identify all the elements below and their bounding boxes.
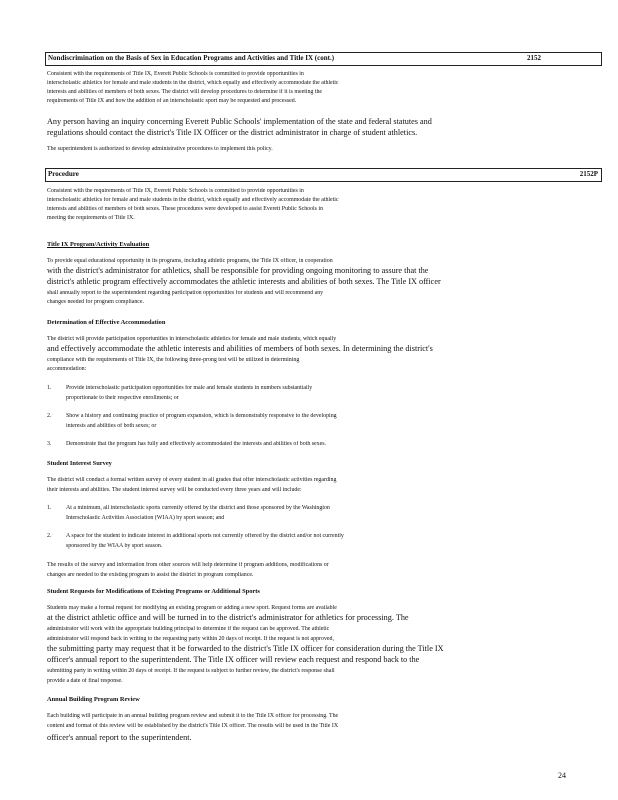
list-item: proportionate to their respective enrollments; or <box>66 395 179 401</box>
section-heading-evaluation: Title IX Program/Activity Evaluation <box>47 241 150 248</box>
list-item: At a minimum, all interscholastic sports currently offered by the district and those sponsored by the Washington <box>66 505 330 511</box>
inquiry-line: regulations should contact the district's Title IX Officer or the district administrator in charge of student athletics. <box>47 128 418 137</box>
intro-line: interscholastic athletics for female and male students in the district, which equally and effectively accommodate the athletic <box>47 80 339 86</box>
determination-line: The district will provide participation opportunities in interscholastic athletics for female and male students, which equally <box>47 336 337 342</box>
survey-results-line: The results of the survey and information from other sources will help determine if program additions, modifications or <box>47 562 329 568</box>
section-heading-determination: Determination of Effective Accommodation <box>47 319 166 326</box>
list-item: Show a history and continuing practice of program expansion, which is demonstrably responsive to the developing <box>66 413 337 419</box>
procedure-intro-line: interests and abilities of members of both sexes. These procedures were developed to assist Everett Public Schools in <box>47 206 324 212</box>
procedure-code: 2152P <box>579 170 598 178</box>
request-line: officer's annual report to the superintendent. The Title IX officer will review each request and respond back to the <box>47 655 420 664</box>
determination-line: accommodation: <box>47 366 87 372</box>
survey-line: The district will conduct a formal written survey of every student in all grades that offer interscholastic activities regarding <box>47 477 337 483</box>
determination-line: compliance with the requirements of Title IX, the following three-prong test will be utilized in determining <box>47 357 300 363</box>
procedure-title: Procedure <box>48 170 79 178</box>
intro-line: interests and abilities of members of both sexes. The district will develop procedures to determine if it is meeting the <box>47 89 323 95</box>
evaluation-line: changes needed for program compliance. <box>47 299 144 305</box>
section-heading-review: Annual Building Program Review <box>47 696 140 703</box>
inquiry-line: Any person having an inquiry concerning Everett Public Schools' implementation of the state and federal statutes and <box>47 117 432 126</box>
request-line: submitting party in writing within 20 days of receipt. If the request is subject to further review, the district's response shall <box>47 668 335 674</box>
procedure-intro-line: interscholastic athletics for female and male students in the district, which equally and effectively accommodate the athletic <box>47 197 339 203</box>
list-item: interests and abilities of both sexes; or <box>66 423 157 429</box>
intro-line: Consistent with the requirements of Title IX, Everett Public Schools is committed to provide opportunities in <box>47 71 304 77</box>
superintendent-statement: The superintendent is authorized to develop administrative procedures to implement this policy. <box>47 146 273 152</box>
list-item: Provide interscholastic participation opportunities for male and female students in numbers substantially <box>66 385 313 391</box>
policy-code: 2152 <box>527 54 541 62</box>
list-number: 3. <box>47 441 52 447</box>
intro-line: requirements of Title IX and how the addition of an interscholastic sport may be requested and processed. <box>47 98 297 104</box>
request-line: administrator will work with the appropriate building principal to determine if the request can be approved. The athletic <box>47 626 330 632</box>
list-item: Interscholastic Activities Association (WIAA) by sport season; and <box>66 515 225 521</box>
procedure-header-box <box>45 168 602 182</box>
request-line: the submitting party may request that it be forwarded to the district's Title IX officer for consideration during the Title IX <box>47 644 444 653</box>
page-number: 24 <box>558 771 566 780</box>
list-number: 1. <box>47 505 52 511</box>
list-number: 1. <box>47 385 52 391</box>
evaluation-line: To provide equal educational opportunity in its programs, including athletic programs, the Title IX officer, in cooperation <box>47 258 333 264</box>
evaluation-line: district's athletic program effectively accommodates the athletic interests and abilities of both sexes. The Title IX officer <box>47 277 441 286</box>
evaluation-line: shall annually report to the superintendent regarding participation opportunities for students and will recommend any <box>47 290 324 296</box>
list-number: 2. <box>47 533 52 539</box>
evaluation-line: with the district's administrator for athletics, shall be responsible for providing ongoing monitoring to assure that the <box>47 266 429 275</box>
list-item: sponsored by the WIAA by sport season. <box>66 543 163 549</box>
request-line: provide a date of final response. <box>47 678 123 684</box>
list-number: 2. <box>47 413 52 419</box>
review-line: Each building will participate in an annual building program review and submit it to the Title IX officer for processing. The <box>47 713 339 719</box>
survey-results-line: changes are needed to the existing program to assist the district in program compliance. <box>47 572 254 578</box>
policy-title: Nondiscrimination on the Basis of Sex in Education Programs and Activities and Title IX (cont.) <box>48 54 335 62</box>
request-line: Students may make a formal request for modifying an existing program or adding a new sport. Request forms are available <box>47 605 337 611</box>
request-line: administrator will respond back in writing to the requesting party within 20 days of receipt. If the request is not approved, <box>47 636 334 642</box>
section-heading-survey: Student Interest Survey <box>47 460 112 467</box>
procedure-intro-line: meeting the requirements of Title IX. <box>47 215 135 221</box>
section-heading-requests: Student Requests for Modifications of Existing Programs or Additional Sports <box>47 588 260 595</box>
determination-line: and effectively accommodate the athletic interests and abilities of members of both sexes. In determining the district's <box>47 344 433 353</box>
procedure-intro-line: Consistent with the requirements of Title IX, Everett Public Schools is committed to provide opportunities in <box>47 188 304 194</box>
request-line: at the district athletic office and will be turned in to the district's administrator for athletics for processing. The <box>47 613 409 622</box>
list-item: Demonstrate that the program has fully and effectively accommodated the interests and abilities of both sexes. <box>66 441 326 447</box>
list-item: A space for the student to indicate interest in additional sports not currently offered by the district and/or not currently <box>66 533 344 539</box>
policy-header-box <box>45 52 602 66</box>
survey-line: their interests and abilities. The student interest survey will be conducted every three years and will include: <box>47 487 302 493</box>
review-line: officer's annual report to the superintendent. <box>47 733 192 742</box>
review-line: content and format of this review will be established by the district's Title IX officer. The results will be used in the Title IX <box>47 723 339 729</box>
